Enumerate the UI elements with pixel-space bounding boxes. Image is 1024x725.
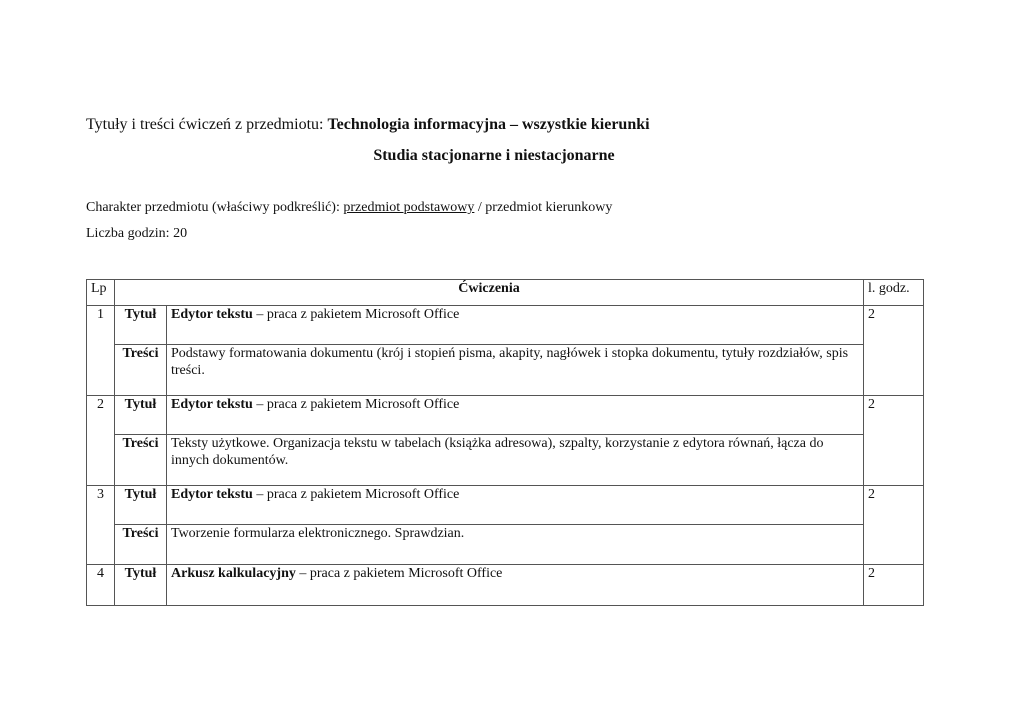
content-label: Treści bbox=[115, 345, 167, 396]
option-separator: / bbox=[474, 200, 486, 215]
hours-count: Liczba godzin: 20 bbox=[86, 226, 188, 241]
row-number: 1 bbox=[87, 306, 115, 396]
table-header-row bbox=[87, 280, 924, 306]
table-row bbox=[87, 435, 924, 486]
title-prefix: Tytuły i treści ćwiczeń z przedmiotu: bbox=[86, 116, 328, 133]
exercise-title-rest: – praca z pakietem Microsoft Office bbox=[252, 307, 460, 322]
table-row bbox=[87, 306, 924, 345]
table-row bbox=[87, 525, 924, 565]
header-exercises: Ćwiczenia bbox=[115, 280, 864, 306]
exercise-title bbox=[167, 486, 864, 525]
table-row bbox=[87, 345, 924, 396]
row-number: 3 bbox=[87, 486, 115, 565]
exercise-title-bold: Edytor tekstu bbox=[171, 307, 253, 322]
title-label: Tytuł bbox=[115, 396, 167, 435]
exercise-title bbox=[167, 396, 864, 435]
exercise-title-bold: Edytor tekstu bbox=[171, 397, 253, 412]
subject-name: Technologia informacyjna – wszystkie kierunki bbox=[327, 116, 650, 133]
row-number: 4 bbox=[87, 565, 115, 606]
option-major: przedmiot kierunkowy bbox=[485, 200, 613, 215]
title-label: Tytuł bbox=[115, 565, 167, 606]
exercise-title-rest: – praca z pakietem Microsoft Office bbox=[295, 566, 503, 581]
table-row bbox=[87, 396, 924, 435]
exercise-title-rest: – praca z pakietem Microsoft Office bbox=[252, 487, 460, 502]
title-label: Tytuł bbox=[115, 486, 167, 525]
exercise-hours: 2 bbox=[864, 565, 924, 606]
exercise-hours: 2 bbox=[864, 396, 924, 486]
exercise-content: Podstawy formatowania dokumentu (krój i stopień pisma, akapity, nagłówek i stopka dokumentu, tytuły rozdziałów, spis treści. bbox=[167, 345, 864, 396]
exercise-title-bold: Edytor tekstu bbox=[171, 487, 253, 502]
exercise-title-bold: Arkusz kalkulacyjny bbox=[171, 566, 296, 581]
content-label: Treści bbox=[115, 525, 167, 565]
row-number: 2 bbox=[87, 396, 115, 486]
exercises-table bbox=[86, 279, 924, 606]
exercise-content: Tworzenie formularza elektronicznego. Sprawdzian. bbox=[167, 525, 864, 565]
document-subtitle: Studia stacjonarne i niestacjonarne bbox=[373, 147, 615, 164]
header-lp: Lp bbox=[87, 280, 115, 306]
option-basic: przedmiot podstawowy bbox=[343, 200, 475, 215]
content-label: Treści bbox=[115, 435, 167, 486]
subject-character bbox=[86, 199, 612, 217]
exercise-content: Teksty użytkowe. Organizacja tekstu w tabelach (książka adresowa), szpalty, korzystanie z edytora równań, łącza do innych dokumentów. bbox=[167, 435, 864, 486]
document-title bbox=[86, 115, 946, 135]
exercise-hours: 2 bbox=[864, 486, 924, 565]
header-hours: l. godz. bbox=[864, 280, 924, 306]
table-row bbox=[87, 486, 924, 525]
exercise-title bbox=[167, 565, 864, 606]
table-row bbox=[87, 565, 924, 606]
title-label: Tytuł bbox=[115, 306, 167, 345]
character-label: Charakter przedmiotu (właściwy podkreślić): bbox=[86, 200, 344, 215]
exercise-hours: 2 bbox=[864, 306, 924, 396]
exercise-title bbox=[167, 306, 864, 345]
exercise-title-rest: – praca z pakietem Microsoft Office bbox=[252, 397, 460, 412]
